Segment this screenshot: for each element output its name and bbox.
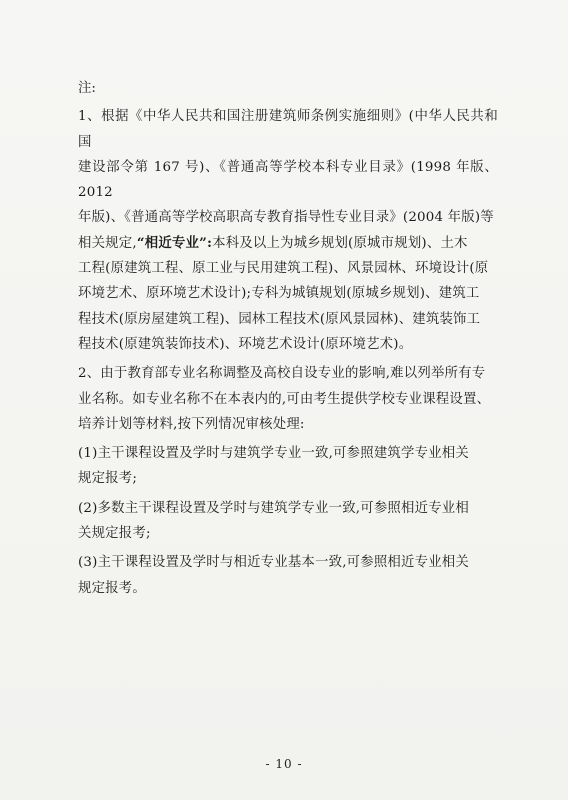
text-run: 本科及以上为城乡规划(原城市规划)、土木 xyxy=(212,235,468,251)
note-label: 注: xyxy=(78,81,96,96)
text-line: (3)主干课程设置及学时与相近专业基本一致,可参照相近专业相关 xyxy=(78,555,469,571)
text-line xyxy=(78,231,498,256)
list-item-1 xyxy=(78,441,498,492)
text-line: 2、由于教育部专业名称调整及高校自设专业的影响,难以列举所有专 xyxy=(78,366,486,382)
text-line: 程技术(原建筑装饰技术)、环境艺术设计(原环境艺术)。 xyxy=(78,336,413,352)
text-line: 程技术(原房屋建筑工程)、园林工程技术(原风景园林)、建筑装饰工 xyxy=(78,311,481,327)
paragraph-1 xyxy=(78,104,498,357)
text-line: 关规定报考; xyxy=(78,526,151,542)
text-line: 1、根据《中华人民共和国注册建筑师条例实施细则》(中华人民共和国 xyxy=(78,109,498,150)
bold-term: “相近专业”: xyxy=(136,234,213,251)
text-line: (1)主干课程设置及学时与建筑学专业一致,可参照建筑学专业相关 xyxy=(78,446,469,462)
list-item-3 xyxy=(78,550,498,601)
list-item-2 xyxy=(78,496,498,547)
text-line: 工程(原建筑工程、原工业与民用建筑工程)、风景园林、环境设计(原 xyxy=(78,261,489,277)
text-line: 业名称。如专业名称不在本表内的,可由考生提供学校专业课程设置、 xyxy=(78,391,491,407)
text-line: (2)多数主干课程设置及学时与建筑学专业一致,可参照相近专业相 xyxy=(78,500,469,516)
page-number: - 10 - xyxy=(265,757,303,771)
text-line: 建设部令第 167 号)、《普通高等学校本科专业目录》(1998 年版、2012 xyxy=(78,159,498,201)
document-body xyxy=(78,76,498,605)
paragraph-2 xyxy=(78,361,498,437)
text-line: 环境艺术、原环境艺术设计);专科为城镇规划(原城乡规划)、建筑工 xyxy=(78,286,480,302)
text-line: 规定报考。 xyxy=(78,580,146,596)
text-line: 年版)、《普通高等学校高职高专教育指导性专业目录》(2004 年版)等 xyxy=(78,210,494,226)
text-line: 培养计划等材料,按下列情况审核处理: xyxy=(78,416,305,432)
text-run: 相关规定, xyxy=(78,235,137,251)
text-line: 规定报考; xyxy=(78,471,138,487)
